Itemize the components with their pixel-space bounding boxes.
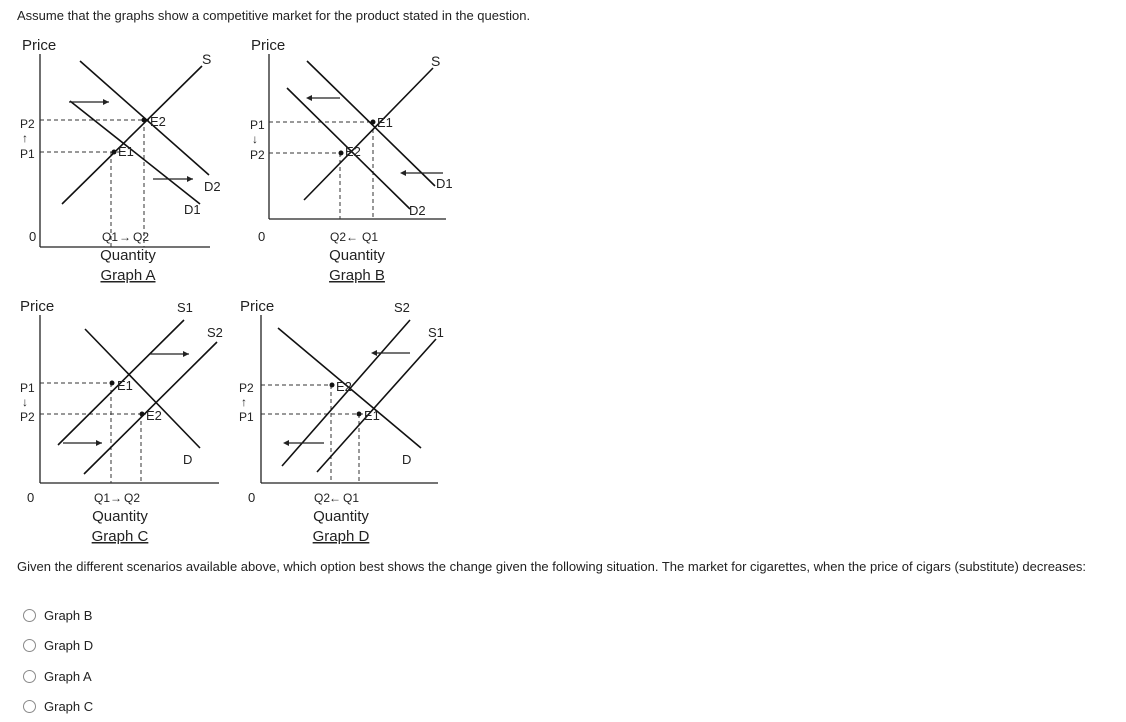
shift-arrowhead-bottom <box>96 440 102 446</box>
option-label: Graph A <box>44 669 92 684</box>
quantity-label-right: Q2 <box>133 230 149 244</box>
price-change-arrow: ↓ <box>252 132 258 146</box>
radio-button[interactable] <box>23 639 36 652</box>
origin-label: 0 <box>29 229 36 244</box>
shift-arrowhead-bottom <box>400 170 406 176</box>
quantity-label-left: Q2 <box>314 491 330 505</box>
equilibrium-point-bottom <box>357 412 362 417</box>
graph-c <box>17 296 247 546</box>
origin-label: 0 <box>27 490 34 505</box>
shift-arrowhead-top <box>183 351 189 357</box>
demand-curve <box>85 329 200 448</box>
y-axis-label: Price <box>20 298 54 315</box>
supply-label-s1: S1 <box>177 300 193 315</box>
y-axis-label: Price <box>251 37 285 54</box>
supply-label-s1: S1 <box>428 325 444 340</box>
option-label: Graph C <box>44 699 93 714</box>
price-label-bottom: P1 <box>239 410 254 424</box>
x-axis-label: Quantity <box>313 508 369 525</box>
quantity-label-right: Q2 <box>124 491 140 505</box>
option-label: Graph D <box>44 638 93 653</box>
equilibrium-label-bottom: E2 <box>146 408 162 423</box>
equilibrium-point-top <box>330 383 335 388</box>
intro-text: Assume that the graphs show a competitive market for the product stated in the question. <box>17 8 530 23</box>
supply-label: S <box>202 51 211 67</box>
supply-label-s2: S2 <box>207 325 223 340</box>
graph-a-figure <box>17 35 247 285</box>
price-label-top: P2 <box>20 117 35 131</box>
y-axis-label: Price <box>240 298 274 315</box>
shift-arrowhead-top <box>371 350 377 356</box>
radio-button[interactable] <box>23 609 36 622</box>
equilibrium-point-bottom <box>140 412 145 417</box>
supply-curve <box>62 66 202 204</box>
quantity-label-right: Q1 <box>343 491 359 505</box>
equilibrium-label-bottom: E2 <box>345 144 361 159</box>
option-graph-b[interactable] <box>23 600 93 631</box>
demand-label-d1: D1 <box>184 202 201 217</box>
origin-label: 0 <box>248 490 255 505</box>
question-text: Given the different scenarios available above, which option best shows the change given the following situation. The market for cigarettes, when the price of cigars (substitute) decreases: <box>17 559 1086 574</box>
radio-button[interactable] <box>23 700 36 713</box>
graph-d <box>238 296 468 546</box>
equilibrium-point-top <box>110 381 115 386</box>
demand-label-d2: D2 <box>409 203 426 218</box>
demand-label-d1: D1 <box>436 176 453 191</box>
price-label-top: P2 <box>239 381 254 395</box>
quantity-change-arrow: ← <box>346 230 358 244</box>
price-change-arrow: ↓ <box>22 395 28 409</box>
graph-title: Graph B <box>329 267 385 284</box>
price-label-bottom: P2 <box>250 148 265 162</box>
price-label-top: P1 <box>250 118 265 132</box>
radio-button[interactable] <box>23 670 36 683</box>
option-graph-a[interactable] <box>23 661 93 692</box>
answer-options <box>23 600 93 722</box>
price-label-bottom: P2 <box>20 410 35 424</box>
quantity-label-right: Q1 <box>362 230 378 244</box>
price-change-arrow: ↑ <box>241 395 247 409</box>
x-axis-label: Quantity <box>92 508 148 525</box>
demand-label: D <box>402 452 411 467</box>
graph-b-figure <box>246 35 476 285</box>
supply-curve <box>304 68 433 200</box>
quantity-label-left: Q1 <box>94 491 110 505</box>
option-graph-d[interactable] <box>23 631 93 662</box>
quantity-change-arrow: → <box>110 491 122 505</box>
equilibrium-label-top: E1 <box>377 115 393 130</box>
supply-label-s2: S2 <box>394 300 410 315</box>
x-axis-label: Quantity <box>100 247 156 264</box>
shift-arrowhead-top <box>103 99 109 105</box>
equilibrium-point-top <box>371 120 376 125</box>
equilibrium-label-top: E2 <box>336 379 352 394</box>
quantity-label-left: Q1 <box>102 230 118 244</box>
shift-arrowhead-bottom <box>283 440 289 446</box>
shift-arrowhead-top <box>306 95 312 101</box>
quantity-change-arrow: ← <box>329 491 341 505</box>
shift-arrowhead-bottom <box>187 176 193 182</box>
y-axis-label: Price <box>22 37 56 54</box>
quantity-change-arrow: → <box>119 230 131 244</box>
equilibrium-label-top: E1 <box>117 378 133 393</box>
graph-d-figure <box>238 296 468 546</box>
price-change-arrow: ↑ <box>22 131 28 145</box>
graph-title: Graph A <box>100 267 155 284</box>
graph-c-figure <box>17 296 247 546</box>
equilibrium-label-bottom: E1 <box>118 144 134 159</box>
option-graph-c[interactable] <box>23 692 93 722</box>
equilibrium-label-bottom: E1 <box>364 408 380 423</box>
quantity-label-left: Q2 <box>330 230 346 244</box>
equilibrium-point-top <box>142 118 147 123</box>
x-axis-label: Quantity <box>329 247 385 264</box>
price-label-bottom: P1 <box>20 147 35 161</box>
supply-label: S <box>431 53 440 69</box>
graph-b <box>246 35 476 285</box>
equilibrium-label-top: E2 <box>150 114 166 129</box>
demand-label-d2: D2 <box>204 179 221 194</box>
option-label: Graph B <box>44 608 92 623</box>
demand-label: D <box>183 452 192 467</box>
origin-label: 0 <box>258 229 265 244</box>
graph-title: Graph D <box>313 528 370 545</box>
graph-a <box>17 35 247 285</box>
equilibrium-point-bottom <box>112 150 117 155</box>
graph-title: Graph C <box>92 528 149 545</box>
price-label-top: P1 <box>20 381 35 395</box>
equilibrium-point-bottom <box>339 151 344 156</box>
